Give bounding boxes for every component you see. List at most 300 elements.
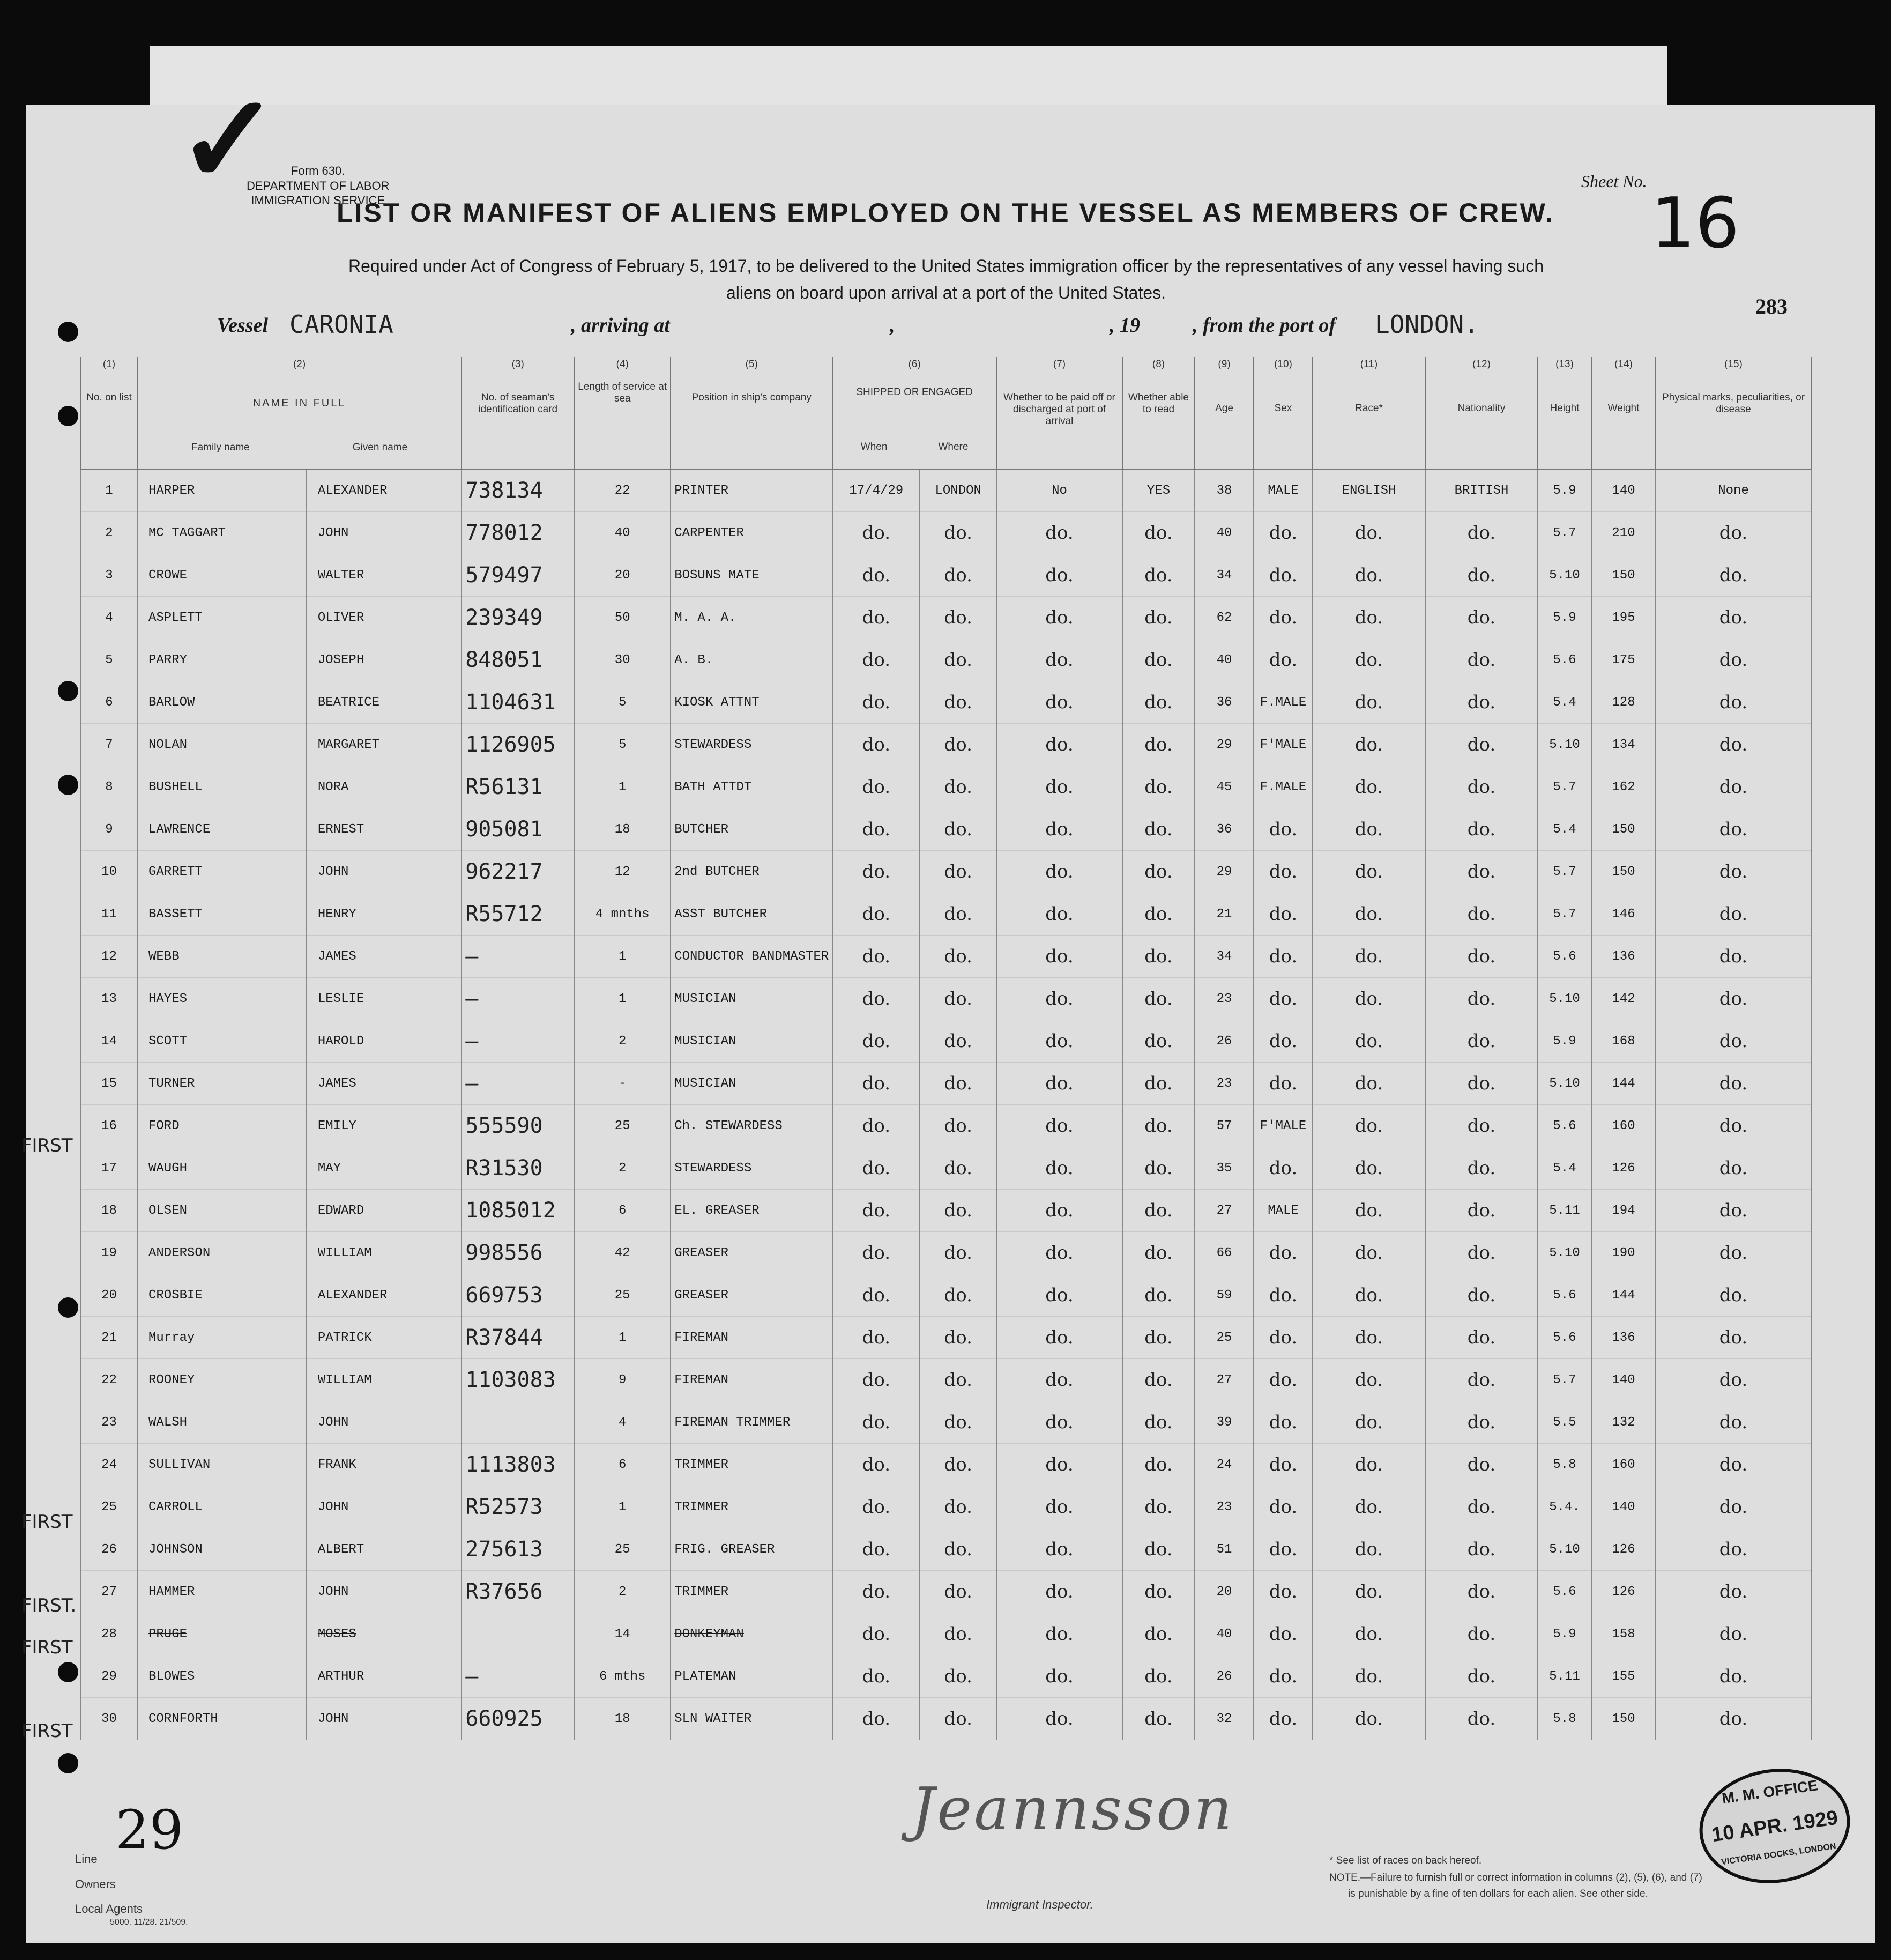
service: IMMIGRATION SERVICE (251, 194, 385, 207)
table-row (81, 1359, 1811, 1401)
weight: 140 (1591, 1359, 1656, 1401)
family-name: HAMMER (137, 1571, 307, 1613)
id-card: — (461, 978, 574, 1020)
row-number: 26 (81, 1528, 137, 1571)
row-number: 24 (81, 1444, 137, 1486)
shipped-when: do. (832, 1020, 920, 1063)
age: 45 (1195, 766, 1254, 808)
race: do. (1313, 766, 1425, 808)
sex: do. (1254, 1232, 1313, 1274)
service-length: 6 (574, 1444, 671, 1486)
family-name: CORNFORTH (137, 1698, 307, 1740)
weight: 158 (1591, 1613, 1656, 1655)
service-length: 40 (574, 512, 671, 554)
col-race-header: (11) Race* (1313, 357, 1425, 469)
given-name: WILLIAM (307, 1359, 461, 1401)
paid-off: do. (996, 639, 1122, 681)
physical-marks: do. (1656, 893, 1811, 936)
family-name: NOLAN (137, 724, 307, 766)
race: do. (1313, 554, 1425, 597)
shipped-where: do. (920, 1063, 996, 1105)
binder-hole (58, 1662, 78, 1682)
height: 5.7 (1538, 1359, 1591, 1401)
service-length: 4 (574, 1401, 671, 1444)
paid-off: do. (996, 1020, 1122, 1063)
weight: 126 (1591, 1147, 1656, 1190)
row-number: 8 (81, 766, 137, 808)
able-to-read: do. (1122, 597, 1195, 639)
row-number: 6 (81, 681, 137, 724)
total-handwritten: 29 (115, 1799, 184, 1861)
sex: F'MALE (1254, 724, 1313, 766)
inspector-label: Immigrant Inspector. (986, 1898, 1093, 1911)
sex: do. (1254, 597, 1313, 639)
able-to-read: do. (1122, 1147, 1195, 1190)
id-card: 239349 (461, 597, 574, 639)
weight: 134 (1591, 724, 1656, 766)
row-number: 5 (81, 639, 137, 681)
col-service-header: (4) Length of service at sea (574, 357, 671, 469)
sex: do. (1254, 512, 1313, 554)
shipped-where: do. (920, 1444, 996, 1486)
id-card: R56131 (461, 766, 574, 808)
service-length: 2 (574, 1020, 671, 1063)
row-number: 4 (81, 597, 137, 639)
id-card: — (461, 1655, 574, 1698)
row-number: 30 (81, 1698, 137, 1740)
race: do. (1313, 1274, 1425, 1317)
weight: 126 (1591, 1571, 1656, 1613)
given-name: LESLIE (307, 978, 461, 1020)
physical-marks: do. (1656, 1020, 1811, 1063)
table-row (81, 1486, 1811, 1528)
weight: 150 (1591, 1698, 1656, 1740)
shipped-where: do. (920, 1571, 996, 1613)
physical-marks: do. (1656, 766, 1811, 808)
height: 5.6 (1538, 1317, 1591, 1359)
sex: do. (1254, 1571, 1313, 1613)
nationality: do. (1425, 1698, 1538, 1740)
row-number: 12 (81, 936, 137, 978)
race: do. (1313, 1444, 1425, 1486)
manifest-title: LIST OR MANIFEST OF ALIENS EMPLOYED ON THE VESSEL AS MEMBERS OF CREW. (337, 198, 1554, 228)
age: 40 (1195, 1613, 1254, 1655)
able-to-read: do. (1122, 639, 1195, 681)
col-name-header: (2) NAME IN FULL Family name Given name (137, 357, 461, 469)
physical-marks: do. (1656, 936, 1811, 978)
sex: do. (1254, 1020, 1313, 1063)
given-name: PATRICK (307, 1317, 461, 1359)
paid-off: do. (996, 1147, 1122, 1190)
family-name: PRUGE (137, 1613, 307, 1655)
family-name: MC TAGGART (137, 512, 307, 554)
shipped-where: do. (920, 893, 996, 936)
inspector-signature: Jeannsson (911, 1775, 1234, 1843)
family-name: PARRY (137, 639, 307, 681)
shipped-when: do. (832, 1528, 920, 1571)
height: 5.9 (1538, 1020, 1591, 1063)
physical-marks: do. (1656, 1444, 1811, 1486)
shipped-where: do. (920, 1486, 996, 1528)
able-to-read: do. (1122, 1105, 1195, 1147)
paid-off: do. (996, 808, 1122, 851)
row-number: 9 (81, 808, 137, 851)
paid-off: do. (996, 597, 1122, 639)
col-weight-header: (14) Weight (1591, 357, 1656, 469)
service-length: 14 (574, 1613, 671, 1655)
physical-marks: do. (1656, 808, 1811, 851)
family-name: ASPLETT (137, 597, 307, 639)
sex: do. (1254, 1528, 1313, 1571)
binder-hole (58, 681, 78, 701)
shipped-when: do. (832, 1274, 920, 1317)
age: 27 (1195, 1190, 1254, 1232)
sex: do. (1254, 1063, 1313, 1105)
shipped-where: do. (920, 978, 996, 1020)
when-header: When (860, 441, 888, 452)
given-name: MAY (307, 1147, 461, 1190)
shipped-when: do. (832, 851, 920, 893)
able-to-read: do. (1122, 1655, 1195, 1698)
family-name: HAYES (137, 978, 307, 1020)
manifest-subtitle (204, 253, 1688, 306)
table-row (81, 597, 1811, 639)
age: 32 (1195, 1698, 1254, 1740)
height: 5.8 (1538, 1444, 1591, 1486)
id-card: — (461, 936, 574, 978)
race: do. (1313, 1698, 1425, 1740)
service-length: 1 (574, 978, 671, 1020)
age: 34 (1195, 936, 1254, 978)
age: 23 (1195, 978, 1254, 1020)
table-row (81, 1401, 1811, 1444)
position: MUSICIAN (671, 1063, 832, 1105)
given-name: ALEXANDER (307, 469, 461, 512)
given-name: ARTHUR (307, 1655, 461, 1698)
shipped-where: do. (920, 512, 996, 554)
height: 5.10 (1538, 1528, 1591, 1571)
paid-off: do. (996, 893, 1122, 936)
family-name-header: Family name (191, 442, 250, 453)
given-name: EDWARD (307, 1190, 461, 1232)
height: 5.6 (1538, 1274, 1591, 1317)
col-no-header: (1) No. on list (81, 357, 137, 469)
nationality: do. (1425, 1401, 1538, 1444)
family-name: TURNER (137, 1063, 307, 1105)
paid-off: do. (996, 1063, 1122, 1105)
nationality: do. (1425, 808, 1538, 851)
table-row (81, 851, 1811, 893)
able-to-read: do. (1122, 724, 1195, 766)
shipped-when: do. (832, 978, 920, 1020)
col-paid-header: (7) Whether to be paid off or discharged at port of arrival (996, 357, 1122, 469)
family-name: OLSEN (137, 1190, 307, 1232)
sex: do. (1254, 1486, 1313, 1528)
margin-note: FIRST (21, 1637, 73, 1658)
age: 20 (1195, 1571, 1254, 1613)
row-number: 10 (81, 851, 137, 893)
race: do. (1313, 681, 1425, 724)
id-card: 1085012 (461, 1190, 574, 1232)
given-name: MARGARET (307, 724, 461, 766)
table-row (81, 1698, 1811, 1740)
service-length: 18 (574, 808, 671, 851)
nationality: do. (1425, 724, 1538, 766)
id-card: 1126905 (461, 724, 574, 766)
physical-marks: do. (1656, 1105, 1811, 1147)
age: 26 (1195, 1020, 1254, 1063)
height: 5.5 (1538, 1401, 1591, 1444)
position: TRIMMER (671, 1486, 832, 1528)
service-length: 25 (574, 1274, 671, 1317)
physical-marks: do. (1656, 512, 1811, 554)
sex: do. (1254, 1613, 1313, 1655)
id-card: 962217 (461, 851, 574, 893)
service-length: 1 (574, 936, 671, 978)
height: 5.11 (1538, 1655, 1591, 1698)
able-to-read: do. (1122, 512, 1195, 554)
shipped-when: do. (832, 1317, 920, 1359)
weight: 195 (1591, 597, 1656, 639)
family-name: Murray (137, 1317, 307, 1359)
shipped-where: do. (920, 936, 996, 978)
paid-off: do. (996, 1274, 1122, 1317)
margin-note: FIRST (21, 1135, 73, 1156)
race: do. (1313, 1105, 1425, 1147)
given-name-header: Given name (352, 442, 408, 453)
shipped-where: do. (920, 639, 996, 681)
shipped-when: do. (832, 639, 920, 681)
nationality: do. (1425, 554, 1538, 597)
height: 5.10 (1538, 1232, 1591, 1274)
vessel-name: CARONIA (289, 310, 393, 339)
row-number: 7 (81, 724, 137, 766)
nationality: do. (1425, 1613, 1538, 1655)
stamp-date: 10 APR. 1929 (1710, 1806, 1840, 1847)
position: GREASER (671, 1274, 832, 1317)
position: CONDUCTOR BANDMASTER (671, 936, 832, 978)
id-card (461, 1401, 574, 1444)
position: TRIMMER (671, 1444, 832, 1486)
position: DONKEYMAN (671, 1613, 832, 1655)
height: 5.8 (1538, 1698, 1591, 1740)
service-length: 25 (574, 1105, 671, 1147)
position: STEWARDESS (671, 724, 832, 766)
nationality: BRITISH (1425, 469, 1538, 512)
position: Ch. STEWARDESS (671, 1105, 832, 1147)
shipped-where: do. (920, 597, 996, 639)
form-number: Form 630. (291, 164, 345, 177)
height: 5.7 (1538, 512, 1591, 554)
table-row (81, 1528, 1811, 1571)
col-id-header: (3) No. of seaman's identification card (461, 357, 574, 469)
given-name: WILLIAM (307, 1232, 461, 1274)
race: ENGLISH (1313, 469, 1425, 512)
sex: do. (1254, 1444, 1313, 1486)
paid-off: do. (996, 512, 1122, 554)
sex: do. (1254, 1274, 1313, 1317)
weight: 175 (1591, 639, 1656, 681)
physical-marks: do. (1656, 554, 1811, 597)
sex: do. (1254, 893, 1313, 936)
table-row (81, 724, 1811, 766)
able-to-read: do. (1122, 1486, 1195, 1528)
given-name: ERNEST (307, 808, 461, 851)
col-physical-header: (15) Physical marks, peculiarities, or disease (1656, 357, 1811, 469)
id-card: R37656 (461, 1571, 574, 1613)
paid-off: do. (996, 1105, 1122, 1147)
paid-off: do. (996, 1232, 1122, 1274)
col-height-header: (13) Height (1538, 357, 1591, 469)
race: do. (1313, 597, 1425, 639)
nationality: do. (1425, 597, 1538, 639)
able-to-read: do. (1122, 1528, 1195, 1571)
nationality: do. (1425, 1020, 1538, 1063)
race: do. (1313, 893, 1425, 936)
able-to-read: do. (1122, 893, 1195, 936)
nationality: do. (1425, 1655, 1538, 1698)
given-name: JOHN (307, 1401, 461, 1444)
sex: do. (1254, 1147, 1313, 1190)
height: 5.10 (1538, 724, 1591, 766)
row-number: 15 (81, 1063, 137, 1105)
crew-table (80, 357, 1812, 1740)
position: PLATEMAN (671, 1655, 832, 1698)
service-length: 30 (574, 639, 671, 681)
table-row (81, 766, 1811, 808)
shipped-when: do. (832, 1105, 920, 1147)
physical-marks: do. (1656, 1613, 1811, 1655)
id-card: 660925 (461, 1698, 574, 1740)
nationality: do. (1425, 1063, 1538, 1105)
fine-note-2: is punishable by a fine of ten dollars for each alien. See other side. (1348, 1888, 1648, 1899)
service-length: 20 (574, 554, 671, 597)
shipped-when: do. (832, 1359, 920, 1401)
id-card: 1104631 (461, 681, 574, 724)
position: PRINTER (671, 469, 832, 512)
paid-off: do. (996, 978, 1122, 1020)
shipped-where: do. (920, 1147, 996, 1190)
table-row (81, 554, 1811, 597)
given-name: JOSEPH (307, 639, 461, 681)
nationality: do. (1425, 1274, 1538, 1317)
shipped-where: do. (920, 1613, 996, 1655)
physical-marks: do. (1656, 597, 1811, 639)
physical-marks: do. (1656, 1528, 1811, 1571)
age: 40 (1195, 512, 1254, 554)
service-length: 5 (574, 724, 671, 766)
height: 5.4. (1538, 1486, 1591, 1528)
nationality: do. (1425, 1571, 1538, 1613)
table-row (81, 1613, 1811, 1655)
sex: do. (1254, 1655, 1313, 1698)
shipped-when: do. (832, 1401, 920, 1444)
service-length: 12 (574, 851, 671, 893)
service-length: 1 (574, 1317, 671, 1359)
id-card: R37844 (461, 1317, 574, 1359)
height: 5.6 (1538, 1105, 1591, 1147)
shipped-when: do. (832, 936, 920, 978)
paid-off: No (996, 469, 1122, 512)
position: ASST BUTCHER (671, 893, 832, 936)
table-row (81, 936, 1811, 978)
physical-marks: do. (1656, 1698, 1811, 1740)
nationality: do. (1425, 936, 1538, 978)
table-row (81, 681, 1811, 724)
physical-marks: do. (1656, 1232, 1811, 1274)
service-length: 2 (574, 1147, 671, 1190)
age: 38 (1195, 469, 1254, 512)
sex: do. (1254, 851, 1313, 893)
paid-off: do. (996, 1486, 1122, 1528)
table-row (81, 469, 1811, 512)
binder-hole (58, 322, 78, 342)
given-name: NORA (307, 766, 461, 808)
able-to-read: do. (1122, 1274, 1195, 1317)
table-row (81, 1147, 1811, 1190)
sex: MALE (1254, 469, 1313, 512)
position: KIOSK ATTNT (671, 681, 832, 724)
physical-marks: None (1656, 469, 1811, 512)
shipped-where: do. (920, 1655, 996, 1698)
service-length: 4 mnths (574, 893, 671, 936)
age: 26 (1195, 1655, 1254, 1698)
print-code: 5000. 11/28. 21/509. (110, 1918, 188, 1927)
paid-off: do. (996, 724, 1122, 766)
weight: 146 (1591, 893, 1656, 936)
paid-off: do. (996, 681, 1122, 724)
sex: F'MALE (1254, 1105, 1313, 1147)
shipped-where: do. (920, 1020, 996, 1063)
weight: 144 (1591, 1274, 1656, 1317)
given-name: WALTER (307, 554, 461, 597)
col-read-header: (8) Whether able to read (1122, 357, 1195, 469)
weight: 162 (1591, 766, 1656, 808)
given-name: MOSES (307, 1613, 461, 1655)
shipped-where: LONDON (920, 469, 996, 512)
physical-marks: do. (1656, 1190, 1811, 1232)
weight: 136 (1591, 936, 1656, 978)
margin-note: FIRST. (21, 1595, 77, 1616)
sex: do. (1254, 1698, 1313, 1740)
row-number: 20 (81, 1274, 137, 1317)
family-name: HARPER (137, 469, 307, 512)
service-length: 42 (574, 1232, 671, 1274)
binder-hole (58, 775, 78, 795)
height: 5.7 (1538, 893, 1591, 936)
shipped-when: do. (832, 554, 920, 597)
age: 23 (1195, 1486, 1254, 1528)
id-card: 905081 (461, 808, 574, 851)
service-length: - (574, 1063, 671, 1105)
race: do. (1313, 1655, 1425, 1698)
height: 5.11 (1538, 1190, 1591, 1232)
row-number: 22 (81, 1359, 137, 1401)
age: 21 (1195, 893, 1254, 936)
race: do. (1313, 1528, 1425, 1571)
row-number: 2 (81, 512, 137, 554)
age: 29 (1195, 851, 1254, 893)
stamp-bottom: VICTORIA DOCKS, LONDON (1721, 1842, 1837, 1867)
paid-off: do. (996, 1528, 1122, 1571)
family-name: BARLOW (137, 681, 307, 724)
given-name: JOHN (307, 512, 461, 554)
able-to-read: YES (1122, 469, 1195, 512)
age: 24 (1195, 1444, 1254, 1486)
weight: 160 (1591, 1444, 1656, 1486)
table-row (81, 893, 1811, 936)
shipped-when: do. (832, 1444, 920, 1486)
